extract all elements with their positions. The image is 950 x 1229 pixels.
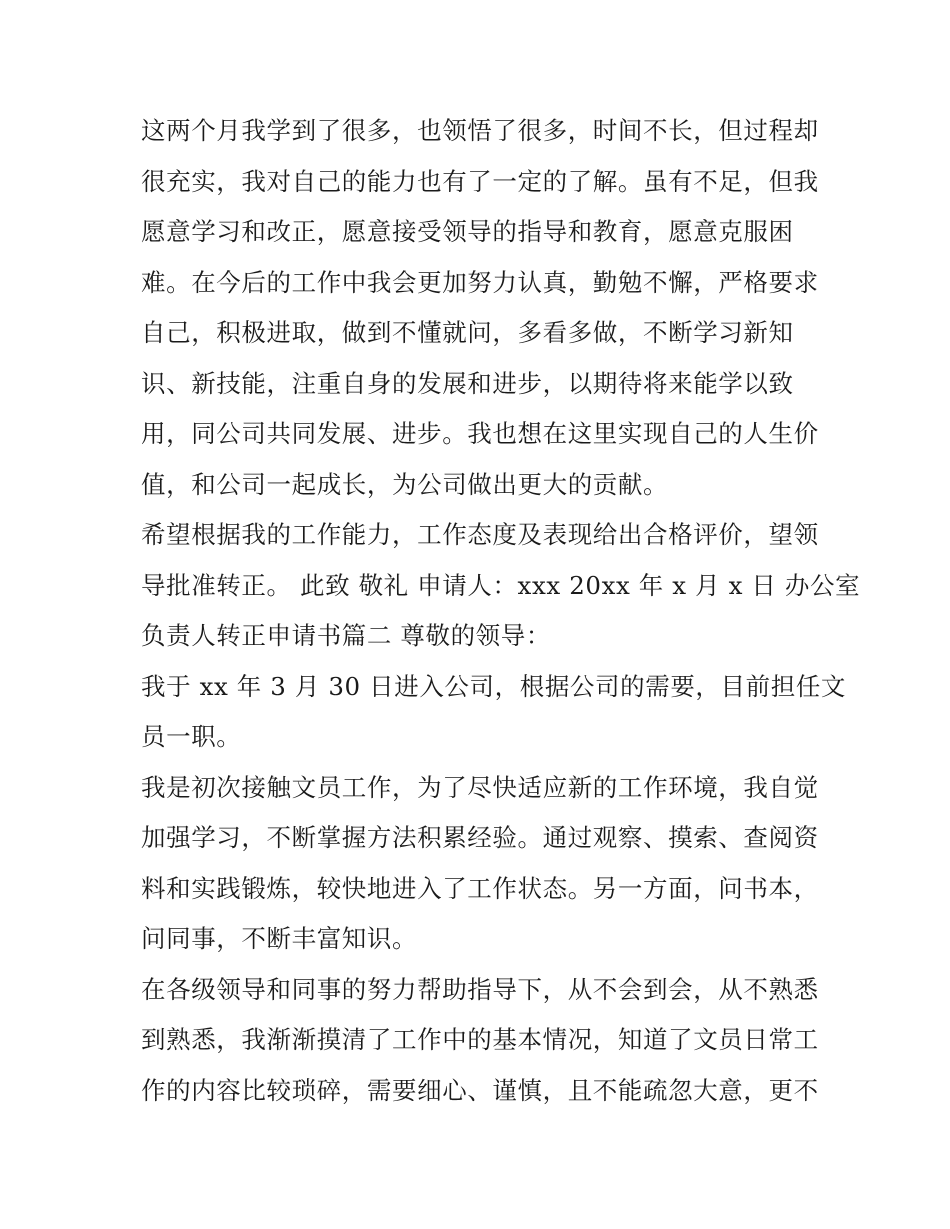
text-line: 作的内容比较琐碎，需要细心、谨慎，且不能疏忽大意，更不 xyxy=(141,1075,819,1105)
text-line: 我于 xx 年 3 月 30 日进入公司，根据公司的需要，目前担任文 xyxy=(141,671,847,701)
text-line: 很充实，我对自己的能力也有了一定的了解。虽有不足，但我 xyxy=(141,166,819,196)
text-line: 负责人转正申请书篇二 尊敬的领导： xyxy=(141,621,551,650)
text-line: 希望根据我的工作能力，工作态度及表现给出合格评价，望领 xyxy=(141,520,819,549)
text-line: 难。在今后的工作中我会更加努力认真，勤勉不懈，严格要求 xyxy=(141,267,819,297)
text-line: 加强学习，不断掌握方法积累经验。通过观察、摸索、查阅资 xyxy=(141,823,819,852)
text-line: 在各级领导和同事的努力帮助指导下，从不会到会，从不熟悉 xyxy=(141,974,819,1004)
text-line: 愿意学习和改正，愿意接受领导的指导和教育，愿意克服困 xyxy=(141,217,794,246)
text-line: 用，同公司共同发展、进步。我也想在这里实现自己的人生价 xyxy=(141,419,819,448)
text-line: 问同事，不断丰富知识。 xyxy=(141,924,418,953)
text-line: 识、新技能，注重自身的发展和进步，以期待将来能学以致 xyxy=(141,368,794,398)
text-line: 导批准转正。 此致 敬礼 申请人：xxx 20xx 年 x 月 x 日 办公室 xyxy=(141,570,861,600)
text-line: 料和实践锻炼，较快地进入了工作状态。另一方面，问书本， xyxy=(141,873,819,903)
text-line: 员一职。 xyxy=(141,722,242,751)
text-line: 这两个月我学到了很多，也领悟了很多，时间不长，但过程却 xyxy=(141,116,819,145)
document-body xyxy=(141,106,861,1116)
text-line: 到熟悉，我渐渐摸清了工作中的基本情况，知道了文员日常工 xyxy=(141,1025,819,1054)
text-line: 自己，积极进取，做到不懂就问，多看多做，不断学习新知 xyxy=(141,318,794,347)
text-line: 我是初次接触文员工作，为了尽快适应新的工作环境，我自觉 xyxy=(141,772,819,802)
text-line: 值，和公司一起成长，为公司做出更大的贡献。 xyxy=(141,469,669,499)
